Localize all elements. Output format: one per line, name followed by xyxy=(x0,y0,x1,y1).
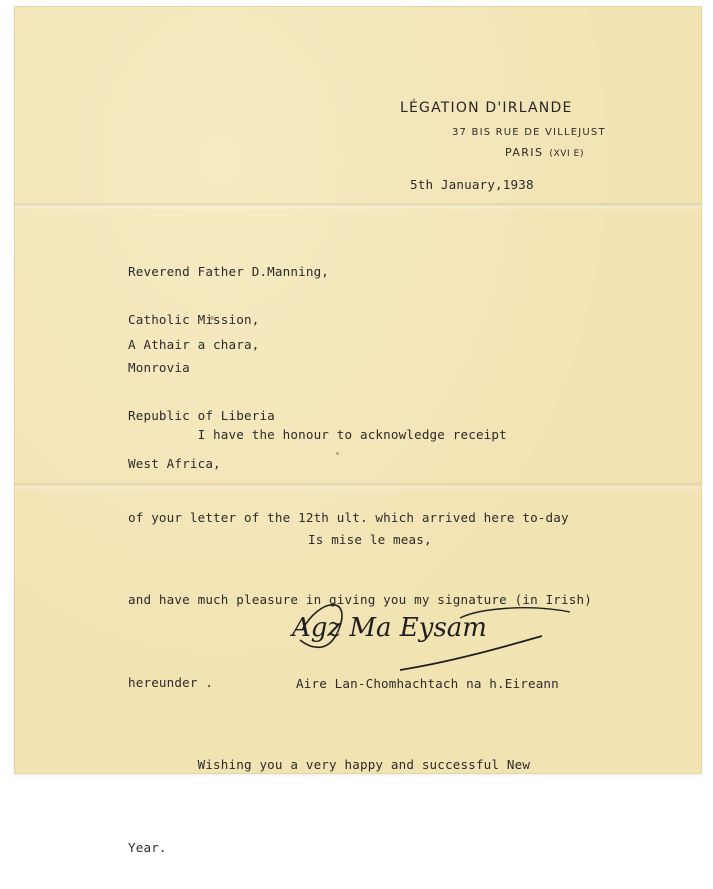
signatory-title: Aire Lan-Chomhachtach na h.Eireann xyxy=(296,676,559,691)
handwritten-signature xyxy=(280,578,580,678)
paper-spot xyxy=(336,452,339,455)
recipient-line: West Africa, xyxy=(128,456,221,471)
recipient-line: Republic of Liberia xyxy=(128,408,275,423)
signature-text: Agz Ma Eysam xyxy=(292,613,487,643)
letter-date: 5th January,1938 xyxy=(410,177,534,192)
letterhead-district: (XVI E) xyxy=(549,149,585,159)
letterhead-street: 37 BIS RUE DE VILLEJUST xyxy=(452,127,606,138)
letterhead-city-name: PARIS xyxy=(505,146,544,159)
recipient-line: Catholic Mission, xyxy=(128,312,260,327)
closing: Is mise le meas, xyxy=(308,532,432,547)
letterhead-name: LÉGATION D'IRLANDE xyxy=(400,100,573,116)
recipient-line: Reverend Father D.Manning, xyxy=(128,264,330,279)
letterhead-city xyxy=(505,146,584,159)
body-line: hereunder . xyxy=(128,674,214,690)
recipient-line: Monrovia xyxy=(128,360,190,375)
body-line: Year. xyxy=(128,839,167,855)
body-line: Wishing you a very happy and successful New xyxy=(128,757,531,772)
paper-spot xyxy=(210,316,214,320)
body-line: I have the honour to acknowledge receipt xyxy=(128,427,507,442)
salutation: A Athair a chara, xyxy=(128,337,260,352)
body-line: and have much pleasure in giving you my signature (in Irish) xyxy=(128,592,592,607)
body-line: of your letter of the 12th ult. which arrived here to-day xyxy=(128,509,569,525)
